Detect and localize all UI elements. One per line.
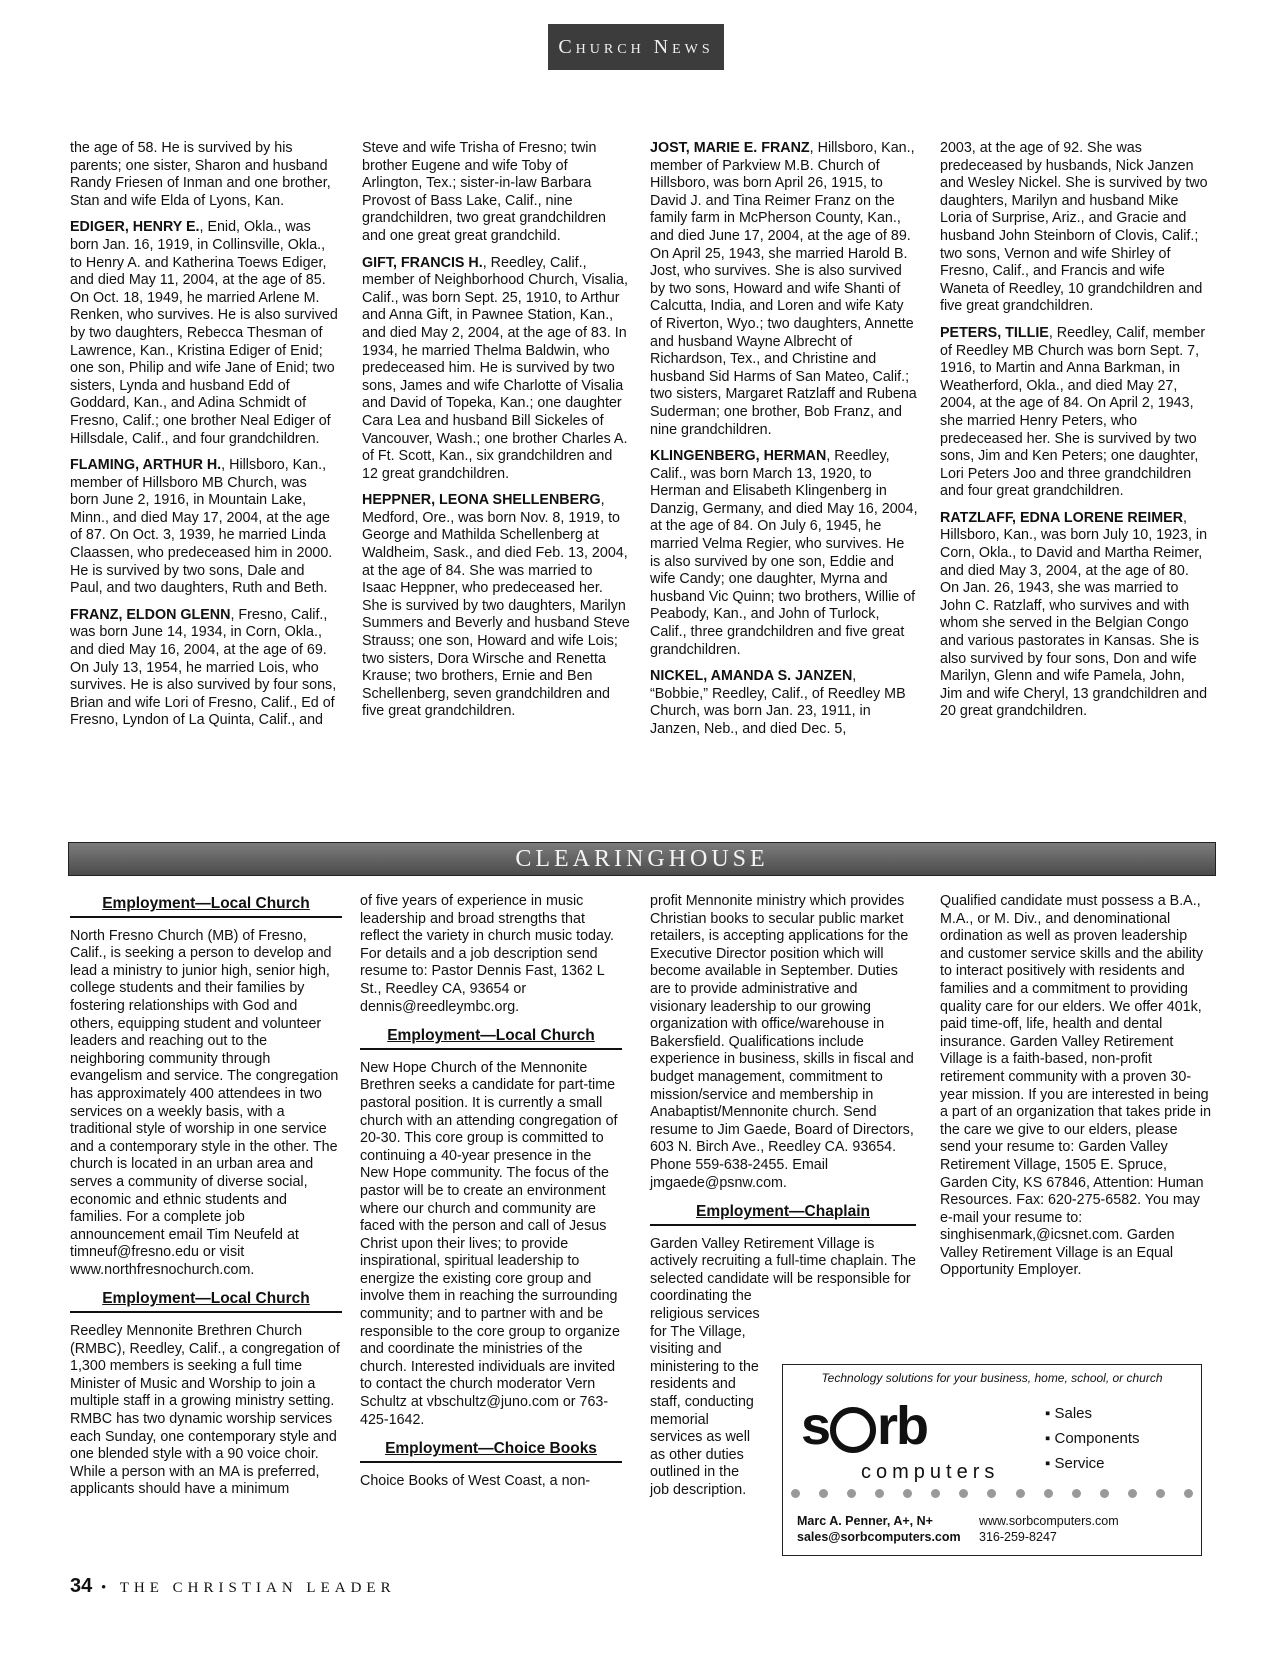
obituary-column-2 <box>362 140 630 730</box>
dot-icon <box>1100 1489 1109 1498</box>
contact-phone: 316-259-8247 <box>979 1530 1057 1544</box>
dot-divider <box>791 1489 1193 1503</box>
dot-icon <box>931 1489 940 1498</box>
dot-icon <box>903 1489 912 1498</box>
classifieds-column-1 <box>70 893 342 1508</box>
logo-subtitle: computers <box>861 1461 1000 1483</box>
ad-contact-right <box>979 1513 1119 1545</box>
classifieds-column-4 <box>940 893 1212 1289</box>
dot-icon <box>1128 1489 1137 1498</box>
logo-ring-icon <box>830 1407 876 1453</box>
obituary-entry: FLAMING, ARTHUR H., Hillsboro, Kan., member of Hillsboro MB Church, was born June 2, 1916, in Mountain Lake, Minn., and died May 17, 2004, at the age of 87. On Oct. 3, 1939, he married Linda Claassen, who predeceased him in 2000. He is survived by two sons, Dale and Paul, and two daughters, Ruth and Beth. <box>70 457 333 597</box>
contact-email: sales@sorbcomputers.com <box>797 1530 961 1544</box>
obituary-name: JOST, MARIE E. FRANZ <box>650 140 810 156</box>
obituary-entry: NICKEL, AMANDA S. JANZEN, “Bobbie,” Reedley, Calif., of Reedley MB Church, was born Jan. 23, 1911, in Janzen, Neb., and died Dec. 5, <box>650 668 906 737</box>
obituary-name: EDIGER, HENRY E. <box>70 219 200 236</box>
obituary-entry: PETERS, TILLIE, Reedley, Calif, member of Reedley MB Church was born Sept. 7, 1916, to Martin and Anna Barkman, in Weatherford, Okla., and died May 27, 2004, at the age of 84. On April 2, 1943, she married Henry Peters, who predeceased her. She is survived by two sons, Jim and Ken Peters; one daughter, Lori Peters Joo and three grandchildren and four great grandchildren. <box>940 324 1206 500</box>
ad-tagline: Technology solutions for your business, home, school, or church <box>821 1371 1163 1385</box>
dot-icon <box>987 1489 996 1498</box>
footer-bullet: • <box>101 1580 112 1596</box>
section-heading: Employment—Local Church <box>70 893 342 918</box>
obituary-entry: FRANZ, ELDON GLENN, Fresno, Calif., was born June 14, 1934, in Corn, Okla., and died May 16, 2004, at the age of 69. On July 13, 1954, he married Lois, who survives. He is also survived by four sons, Brian and wife Lori of Fresno, Calif., Ed of Fresno, Lyndon of La Quinta, Calif., and <box>70 606 337 729</box>
classified-text: profit Mennonite ministry which provides Christian books to secular public market retailers, is accepting applications for the Executive Director position which will become available in September. Duties are to provide administrative and visionary leadership to our growing organization with office/warehouse in Bakersfield. Qualifications include experience in business, skills in fiscal and budget management, commitment to mission/service and membership in Anabaptist/Mennonite church. Send resume to Jim Gaede, Board of Directors, 603 N. Birch Ave., Reedley CA. 93654. Phone 559-638-2455. Email jmgaede@psnw.com. <box>650 893 914 1191</box>
classified-text: Garden Valley Retirement Village is actively recruiting a full-time chaplain. The selected candidate will be responsible for coordinating the <box>650 1235 916 1305</box>
classified-text: Choice Books of West Coast, a non- <box>360 1472 591 1489</box>
dot-icon <box>1044 1489 1053 1498</box>
obituary-entry: GIFT, FRANCIS H., Reedley, Calif., member of Neighborhood Church, Visalia, Calif., was born Sept. 25, 1910, to Arthur and Anna Gift, in Pawnee Station, Kan., and died May 2, 2004, at the age of 83. In 1934, he married Thelma Baldwin, who predeceased him. He is survived by two sons, James and wife Charlotte of Visalia and David of Topeka, Kan.; one daughter Cara Lea and husband Bill Sickeles of Vancouver, Wash.; one brother Charles A. of Ft. Scott, Kan., six grandchildren and 12 great grandchildren. <box>362 254 628 482</box>
classified-text: religious services for The Village, visiting and ministering to the residents and staff, conducting memorial services as well as other duties outlined in the job description. <box>650 1306 760 1498</box>
classified-text: Qualified candidate must possess a B.A., M.A., or M. Div., and denominational ordination as well as proven leadership and customer service skills and the ability to interact positively with residents and families and a commitment to providing quality care for our elders. We offer 401k, paid time-off, life, health and dental insurance. Garden Valley Retirement Village is a faith-based, non-profit retirement community with a proven 30-year mission. If you are interested in being a part of an organization that takes pride in the care we give to our elders, please send your resume to: Garden Valley Retirement Village, 1505 E. Spruce, Garden City, KS 67846, Attention: Human Resources. Fax: 620-275-6582. You may e-mail your resume to: singhisenmark,@icsnet.com. Garden Valley Retirement Village is an Equal Opportunity Employer. <box>940 893 1212 1279</box>
dot-icon <box>875 1489 884 1498</box>
obituary-entry: HEPPNER, LEONA SHELLENBERG, Medford, Ore., was born Nov. 8, 1919, to George and Mathilda Schellenberg at Waldheim, Sask., and died Feb. 13, 2004, at the age of 84. She was married to Isaac Heppner, who predeceased her. She is survived by two daughters, Marilyn Summers and Beverly and husband Steve Strauss; one son, Howard and wife Lois; two sisters, Dora Wirsche and Renetta Krause; two brothers, Ernie and Ben Schellenberg, seven grandchildren and five great grandchildren. <box>362 492 630 720</box>
page-number: 34 <box>70 1575 93 1597</box>
obituary-entry: 2003, at the age of 92. She was predeceased by husbands, Nick Janzen and Wesley Nickel. She is survived by two daughters, Marilyn and husband Mike Loria of Surprise, Ariz., and Gracie and husband John Steinborn of Clovis, Calif.; two sons, Vernon and wife Shirley of Fresno, Calif., and Francis and wife Waneta of Reedley, 10 grandchildren and five great grandchildren. <box>940 140 1208 315</box>
dot-icon <box>847 1489 856 1498</box>
obituary-column-1 <box>70 140 338 739</box>
obituary-name: GIFT, FRANCIS H. <box>362 254 483 271</box>
dot-icon <box>959 1489 968 1498</box>
classified-text: Reedley Mennonite Brethren Church (RMBC), Reedley, Calif., a congregation of 1,300 members is seeking a full time Minister of Music and Worship to join a multiple staff in a growing ministry setting. RMBC has two dynamic worship services each Sunday, one contemporary style and one blended style with a 90 voice choir. While a person with an MA is preferred, applicants should have a minimum <box>70 1323 340 1498</box>
obituary-entry: RATZLAFF, EDNA LORENE REIMER, Hillsboro, Kan., was born July 10, 1923, in Corn, Okla., to David and Martha Reimer, and died May 3, 2004, at the age of 80. On Jan. 26, 1943, she was married to John C. Ratzlaff, who survives and with whom she served in the Belgian Congo and various pastorates in Kansas. She is also survived by four sons, Don and wife Marilyn, Glenn and wife Pamela, John, Jim and wife Cheryl, 13 grandchildren and 20 great grandchildren. <box>940 509 1208 720</box>
classified-text: North Fresno Church (MB) of Fresno, Calif., is seeking a person to develop and lead a ministry to junior high, senior high, college students and their families by fostering relationships with God and others, equipping student and volunteer leaders and reaching out to the neighboring community through evangelism and service. The congregation has approximately 400 attendees in two services on a weekly basis, with a traditional style of worship in one service and a contemporary style in the other. The church is located in an urban area and serves a community of diverse social, economic and ethnic students and families. For a complete job announcement email Tim Neufeld at timneuf@fresno.edu or visit www.northfresnochurch.com. <box>70 927 339 1278</box>
dot-icon <box>819 1489 828 1498</box>
services-list <box>1045 1401 1140 1476</box>
clearinghouse-title: CLEARINGHOUSE <box>515 846 769 872</box>
obituary-name: RATZLAFF, EDNA LORENE REIMER <box>940 509 1184 526</box>
sorb-logo: s rb <box>801 1396 928 1456</box>
list-item: ▪ Components <box>1045 1430 1140 1447</box>
page-footer <box>70 1575 396 1598</box>
publication-name: THE CHRISTIAN LEADER <box>119 1580 396 1596</box>
contact-web: www.sorbcomputers.com <box>979 1514 1119 1528</box>
obituary-name: FRANZ, ELDON GLENN <box>70 606 231 623</box>
section-heading: Employment—Local Church <box>70 1288 342 1313</box>
obituary-name: KLINGENBERG, HERMAN <box>650 448 827 465</box>
obituary-entry: JOST, MARIE E. FRANZ, Hillsboro, Kan., member of Parkview M.B. Church of Hillsboro, was born April 26, 1915, to David J. and Tina Reimer Franz on the family farm in McPherson County, Kan., and died June 17, 2004, at the age of 89. On April 25, 1943, she married Harold B. Jost, who survives. She is also survived by two sons, Howard and wife Shanti of Calcutta, India, and Loren and wife Katy of Riverton, Wyo.; two daughters, Annette and husband Wayne Albrecht of Richardson, Tex., and Christine and husband Sid Harms of San Mateo, Calif.; two sisters, Margaret Ratzlaff and Rubena Suderman; one brother, Bob Franz, and nine grandchildren. <box>650 140 917 438</box>
section-heading: Employment—Local Church <box>360 1025 622 1050</box>
contact-name: Marc A. Penner, A+, N+ <box>797 1514 933 1528</box>
section-heading: Employment—Choice Books <box>360 1438 622 1463</box>
ad-contact-left <box>797 1513 961 1545</box>
dot-icon <box>1016 1489 1025 1498</box>
sorb-computers-ad <box>782 1364 1202 1556</box>
section-heading: Employment—Chaplain <box>650 1201 916 1226</box>
obituary-entry: Steve and wife Trisha of Fresno; twin brother Eugene and wife Toby of Arlington, Tex.; sister-in-law Barbara Provost of Bass Lake, Calif., nine grandchildren, two great grandchildren and one great great grandchild. <box>362 140 606 244</box>
classified-text: New Hope Church of the Mennonite Brethren seeks a candidate for part-time pastoral position. It is currently a small church with an attending congregation of 20-30. This core group is committed to continuing a 40-year presence in the New Hope community. The focus of the pastor will be to create an environment where our church and community are faced with the person and call of Jesus Christ upon their lives; to provide inspirational, spiritual leadership to energize the existing core group and involve them in reaching the surrounding community; and to partner with and be responsible to the core group to organize and coordinate the ministries of the church. Interested individuals are invited to contact the church moderator Vern Schultz at vbschultz@juno.com or 763-425-1642. <box>360 1059 620 1428</box>
classified-text: of five years of experience in music leadership and broad strengths that reflect the variety in church music today. For details and a job description send resume to: Pastor Dennis Fast, 1362 L St., Reedley CA, 93654 or dennis@reedleymbc.org. <box>360 893 615 1015</box>
clearinghouse-banner <box>68 842 1216 876</box>
classifieds-column-2 <box>360 893 622 1499</box>
obituary-entry: EDIGER, HENRY E., Enid, Okla., was born Jan. 16, 1919, in Collinsville, Okla., to Henry A. and Katherina Toews Ediger, and died May 11, 2004, at the age of 85. On Oct. 18, 1949, he married Arlene M. Renken, who survives. He is also survived by two daughters, Rebecca Thesman of Lawrence, Kan., Kristina Ediger of Enid; one son, Philip and wife Jane of Enid; two sisters, Lynda and husband Edd of Goddard, Kan., and Adina Schmidt of Fresno, Calif.; one brother Neal Ediger of Hillsdale, Calif., and four grandchildren. <box>70 219 338 447</box>
section-header-church-news: Church News <box>548 24 724 70</box>
dot-icon <box>1072 1489 1081 1498</box>
obituary-column-4 <box>940 140 1210 730</box>
list-item: ▪ Sales <box>1045 1405 1093 1422</box>
obituary-entry: the age of 58. He is survived by his parents; one sister, Sharon and husband Randy Friesen of Inman and one brother, Stan and wife Elda of Lyons, Kan. <box>70 140 331 209</box>
obituary-name: FLAMING, ARTHUR H. <box>70 457 222 474</box>
obituary-name: HEPPNER, LEONA SHELLENBERG <box>362 492 601 509</box>
obituary-entry: KLINGENBERG, HERMAN, Reedley, Calif., was born March 13, 1920, to Herman and Elisabeth Klingenberg in Danzig, Germany, and died May 16, 2004, at the age of 84. On July 6, 1945, he married Velma Regier, who survives. He is also survived by one son, Eddie and wife Candy; one daughter, Myrna and husband Vic Quinn; two brothers, Willie of Peabody, Kan., and John of Turlock, Calif., three grandchildren and five great grandchildren. <box>650 448 918 658</box>
dot-icon <box>1156 1489 1165 1498</box>
list-item: ▪ Service <box>1045 1455 1105 1472</box>
dot-icon <box>791 1489 800 1498</box>
obituary-name: NICKEL, AMANDA S. JANZEN <box>650 668 853 685</box>
obituary-column-3 <box>650 140 918 748</box>
dot-icon <box>1184 1489 1193 1498</box>
obituary-name: PETERS, TILLIE <box>940 324 1049 341</box>
